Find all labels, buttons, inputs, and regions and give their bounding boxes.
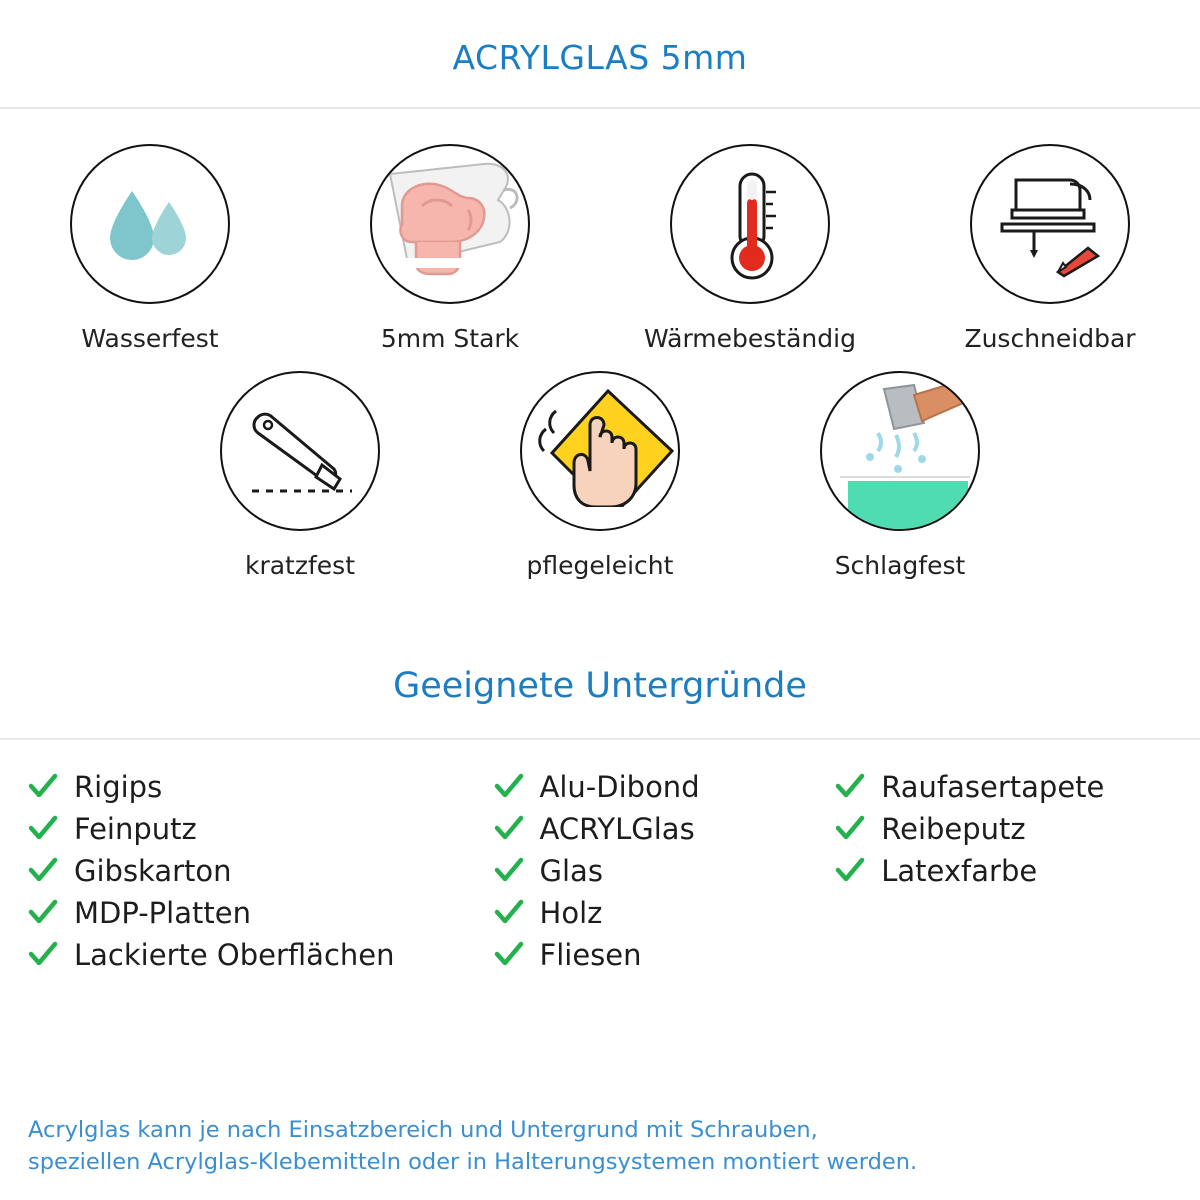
header-divider — [0, 107, 1200, 109]
hand-cloth-wipe-icon — [522, 373, 680, 531]
list-item-label: Lackierte Oberflächen — [74, 938, 395, 972]
feature-label: 5mm Stark — [380, 324, 520, 353]
list-item-label: Rigips — [74, 770, 163, 804]
check-icon — [835, 856, 865, 886]
feature-kratzfest — [150, 371, 450, 580]
list-item — [28, 766, 494, 808]
list-item — [835, 766, 1172, 808]
substrates-column-3 — [835, 766, 1172, 976]
feature-row-1 — [0, 144, 1200, 353]
page-title: ACRYLGLAS 5mm — [452, 38, 748, 77]
list-item — [494, 850, 836, 892]
check-icon — [494, 898, 524, 928]
check-icon — [494, 814, 524, 844]
feature-label: pflegeleicht — [526, 551, 674, 580]
feature-icon-circle — [70, 144, 230, 304]
check-icon — [28, 898, 58, 928]
footnote — [28, 1114, 1180, 1178]
feature-label: Zuschneidbar — [964, 324, 1136, 353]
feature-label: kratzfest — [244, 551, 355, 580]
feature-wasserfest — [0, 144, 300, 353]
check-icon — [28, 940, 58, 970]
feature-5mm-stark — [300, 144, 600, 353]
thermometer-icon — [672, 146, 830, 304]
check-icon — [494, 772, 524, 802]
hammer-impact-icon — [822, 373, 980, 531]
list-item-label: Feinputz — [74, 812, 197, 846]
list-item-label: Holz — [539, 896, 603, 930]
check-icon — [28, 814, 58, 844]
list-item-label: Latexfarbe — [881, 854, 1038, 888]
list-item-label: MDP-Platten — [74, 896, 251, 930]
substrates-list — [0, 740, 1200, 976]
list-item-label: Raufasertapete — [881, 770, 1105, 804]
list-item-label: Fliesen — [539, 938, 642, 972]
check-icon — [494, 856, 524, 886]
check-icon — [835, 772, 865, 802]
feature-icon-circle — [520, 371, 680, 531]
list-item — [494, 766, 836, 808]
substrates-column-1 — [28, 766, 494, 976]
jigsaw-cutter-icon — [972, 146, 1130, 304]
footnote-line-1: Acrylglas kann je nach Einsatzbereich und Untergrund mit Schrauben, — [28, 1117, 818, 1143]
feature-waermebestaendig — [600, 144, 900, 353]
list-item — [28, 892, 494, 934]
water-drops-icon — [72, 146, 230, 304]
list-item — [494, 892, 836, 934]
check-icon — [28, 772, 58, 802]
list-item-label: Alu-Dibond — [539, 770, 700, 804]
feature-icon-circle — [370, 144, 530, 304]
feature-label: Wärmebeständig — [644, 324, 856, 353]
feature-icon-circle — [820, 371, 980, 531]
saw-icon — [222, 373, 380, 531]
list-item-label: Glas — [539, 854, 603, 888]
check-icon — [835, 814, 865, 844]
list-item — [28, 850, 494, 892]
list-item — [28, 808, 494, 850]
list-item — [28, 934, 494, 976]
list-item — [835, 850, 1172, 892]
feature-row-2 — [0, 371, 1200, 580]
list-item — [494, 808, 836, 850]
feature-icon-circle — [970, 144, 1130, 304]
substrates-column-2 — [494, 766, 836, 976]
feature-label: Wasserfest — [81, 324, 219, 353]
feature-pflegeleicht — [450, 371, 750, 580]
feature-label: Schlagfest — [834, 551, 966, 580]
list-item — [835, 808, 1172, 850]
check-icon — [28, 856, 58, 886]
list-item-label: ACRYLGlas — [539, 812, 695, 846]
feature-schlagfest — [750, 371, 1050, 580]
feature-grid — [0, 144, 1200, 580]
feature-zuschneidbar — [900, 144, 1200, 353]
flexed-arm-icon — [372, 146, 530, 304]
list-item-label: Reibeputz — [881, 812, 1026, 846]
list-item-label: Gibskarton — [74, 854, 232, 888]
footnote-line-2: speziellen Acrylglas-Klebemitteln oder in Halterungsystemen montiert werden. — [28, 1149, 918, 1175]
check-icon — [494, 940, 524, 970]
section-title-substrates: Geeignete Untergründe — [393, 666, 807, 706]
feature-icon-circle — [670, 144, 830, 304]
feature-icon-circle — [220, 371, 380, 531]
list-item — [494, 934, 836, 976]
